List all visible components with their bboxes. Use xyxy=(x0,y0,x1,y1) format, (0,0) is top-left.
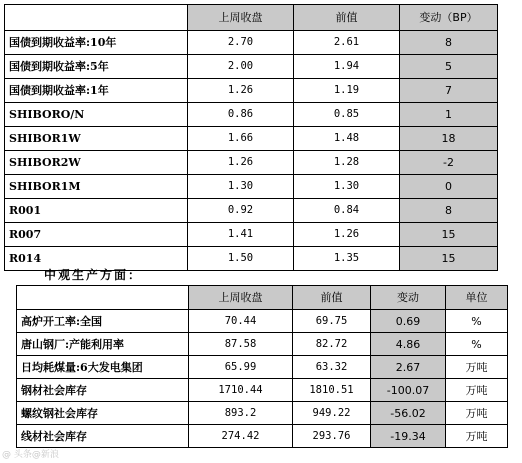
rates-table xyxy=(4,4,498,271)
row-label: SHIBOR1M xyxy=(5,175,188,199)
change-value: 15 xyxy=(400,223,498,247)
header-cell-previous: 前值 xyxy=(293,286,371,310)
row-label: 国债到期收益率:10年 xyxy=(5,31,188,55)
row-label: 唐山钢厂:产能利用率 xyxy=(17,333,189,356)
row-label: SHIBOR2W xyxy=(5,151,188,175)
change-value: -100.07 xyxy=(371,379,446,402)
change-value: 4.86 xyxy=(371,333,446,356)
table-row xyxy=(17,356,508,379)
row-label: 螺纹钢社会库存 xyxy=(17,402,189,425)
header-cell-change-bp: 变动（BP） xyxy=(400,5,498,31)
change-value: 1 xyxy=(400,103,498,127)
unit-value: % xyxy=(446,333,508,356)
change-value: 0.69 xyxy=(371,310,446,333)
row-label: R007 xyxy=(5,223,188,247)
previous-value: 63.32 xyxy=(293,356,371,379)
row-label: 线材社会库存 xyxy=(17,425,189,448)
watermark: @ 头条@新浪 xyxy=(2,450,59,460)
change-value: 5 xyxy=(400,55,498,79)
header-cell-blank xyxy=(17,286,189,310)
header-cell-last-close: 上周收盘 xyxy=(188,5,294,31)
change-value: 18 xyxy=(400,127,498,151)
table-row xyxy=(5,79,498,103)
table-row xyxy=(17,333,508,356)
table-row xyxy=(5,151,498,175)
unit-value: % xyxy=(446,310,508,333)
table-row xyxy=(5,175,498,199)
change-value: -19.34 xyxy=(371,425,446,448)
last-close-value: 1.30 xyxy=(188,175,294,199)
last-close-value: 87.58 xyxy=(189,333,293,356)
previous-value: 69.75 xyxy=(293,310,371,333)
row-label: 国债到期收益率:5年 xyxy=(5,55,188,79)
table-row xyxy=(17,310,508,333)
previous-value: 0.85 xyxy=(294,103,400,127)
row-label: R014 xyxy=(5,247,188,271)
table-row xyxy=(5,31,498,55)
change-value: 15 xyxy=(400,247,498,271)
row-label: 钢材社会库存 xyxy=(17,379,189,402)
previous-value: 1.94 xyxy=(294,55,400,79)
last-close-value: 0.86 xyxy=(188,103,294,127)
unit-value: 万吨 xyxy=(446,402,508,425)
change-value: 8 xyxy=(400,31,498,55)
table-row xyxy=(5,103,498,127)
table-row xyxy=(5,199,498,223)
last-close-value: 2.70 xyxy=(188,31,294,55)
table-row xyxy=(5,223,498,247)
table-row xyxy=(5,127,498,151)
previous-value: 293.76 xyxy=(293,425,371,448)
previous-value: 1.35 xyxy=(294,247,400,271)
change-value: 0 xyxy=(400,175,498,199)
unit-value: 万吨 xyxy=(446,425,508,448)
last-close-value: 1710.44 xyxy=(189,379,293,402)
last-close-value: 1.26 xyxy=(188,151,294,175)
production-table-header xyxy=(17,286,508,310)
previous-value: 1.28 xyxy=(294,151,400,175)
table-row xyxy=(17,402,508,425)
header-cell-change: 变动 xyxy=(371,286,446,310)
last-close-value: 1.41 xyxy=(188,223,294,247)
last-close-value: 1.50 xyxy=(188,247,294,271)
last-close-value: 274.42 xyxy=(189,425,293,448)
previous-value: 82.72 xyxy=(293,333,371,356)
row-label: 高炉开工率:全国 xyxy=(17,310,189,333)
previous-value: 1.48 xyxy=(294,127,400,151)
row-label: 国债到期收益率:1年 xyxy=(5,79,188,103)
row-label: SHIBOR1W xyxy=(5,127,188,151)
header-cell-unit: 单位 xyxy=(446,286,508,310)
last-close-value: 2.00 xyxy=(188,55,294,79)
unit-value: 万吨 xyxy=(446,356,508,379)
table-row xyxy=(17,425,508,448)
unit-value: 万吨 xyxy=(446,379,508,402)
row-label: SHIBORO/N xyxy=(5,103,188,127)
last-close-value: 1.26 xyxy=(188,79,294,103)
change-value: -56.02 xyxy=(371,402,446,425)
last-close-value: 70.44 xyxy=(189,310,293,333)
change-value: 2.67 xyxy=(371,356,446,379)
previous-value: 1.30 xyxy=(294,175,400,199)
previous-value: 2.61 xyxy=(294,31,400,55)
production-table xyxy=(16,285,508,448)
header-cell-last-close: 上周收盘 xyxy=(189,286,293,310)
header-cell-blank xyxy=(5,5,188,31)
section-title: 中观生产方面： xyxy=(44,268,143,282)
header-cell-previous: 前值 xyxy=(294,5,400,31)
last-close-value: 1.66 xyxy=(188,127,294,151)
change-value: 7 xyxy=(400,79,498,103)
table-row xyxy=(5,55,498,79)
previous-value: 1.19 xyxy=(294,79,400,103)
table-row xyxy=(17,379,508,402)
last-close-value: 0.92 xyxy=(188,199,294,223)
last-close-value: 65.99 xyxy=(189,356,293,379)
previous-value: 1810.51 xyxy=(293,379,371,402)
row-label: 日均耗煤量:6大发电集团 xyxy=(17,356,189,379)
change-value: -2 xyxy=(400,151,498,175)
change-value: 8 xyxy=(400,199,498,223)
previous-value: 0.84 xyxy=(294,199,400,223)
rates-table-header xyxy=(5,5,498,31)
row-label: R001 xyxy=(5,199,188,223)
previous-value: 949.22 xyxy=(293,402,371,425)
previous-value: 1.26 xyxy=(294,223,400,247)
last-close-value: 893.2 xyxy=(189,402,293,425)
